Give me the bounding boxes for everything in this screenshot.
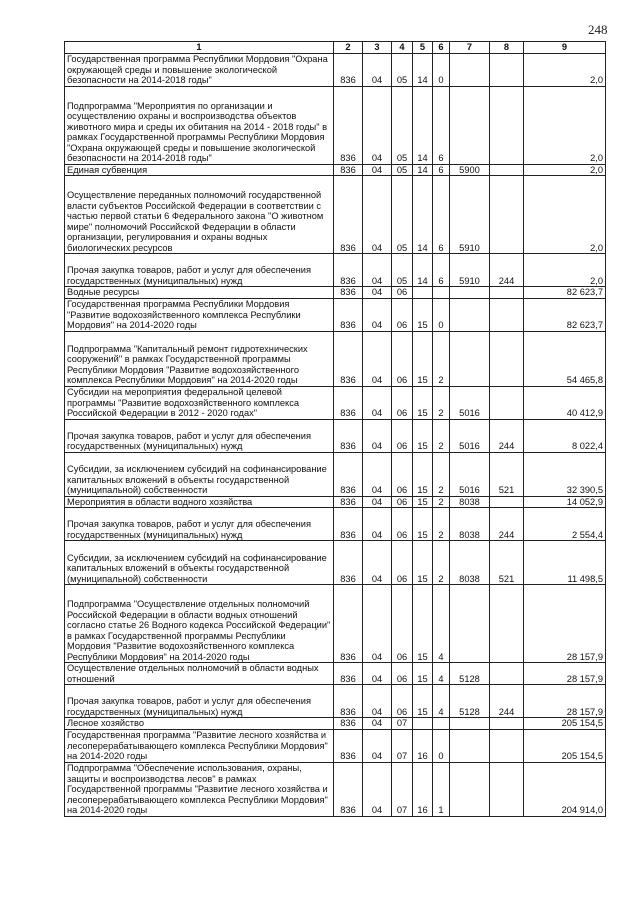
table-header-row [65, 42, 606, 54]
header-col-3: 3 [363, 42, 392, 54]
row-grbs-code: 836 [334, 164, 363, 176]
table-row [65, 86, 606, 164]
table-row [65, 663, 606, 685]
row-article-code: 5910 [450, 176, 490, 254]
row-section-code: 04 [363, 663, 392, 685]
row-subprogram-code: 0 [433, 729, 450, 762]
row-grbs-code: 836 [334, 685, 363, 718]
table-row [65, 176, 606, 254]
table-row [65, 718, 606, 730]
row-program-code: 16 [413, 762, 433, 816]
table-row [65, 419, 606, 452]
row-subsection-code: 06 [392, 386, 413, 419]
row-section-code: 04 [363, 452, 392, 496]
row-program-code: 15 [413, 663, 433, 685]
row-expense-type-code: 521 [490, 452, 524, 496]
row-program-code: 15 [413, 585, 433, 663]
row-section-code: 04 [363, 541, 392, 585]
row-section-code: 04 [363, 86, 392, 164]
row-amount: 205 154,5 [524, 729, 606, 762]
row-section-code: 04 [363, 53, 392, 86]
row-name: Субсидии, за исключением субсидий на софинансирование капитальных вложений в объекты государственной (муниципальной) собственности [65, 541, 334, 585]
row-amount: 2,0 [524, 164, 606, 176]
row-subsection-code: 06 [392, 663, 413, 685]
table-row [65, 53, 606, 86]
row-grbs-code: 836 [334, 254, 363, 287]
row-subprogram-code: 0 [433, 53, 450, 86]
row-grbs-code: 836 [334, 541, 363, 585]
row-article-code: 5900 [450, 164, 490, 176]
row-amount: 28 157,9 [524, 663, 606, 685]
row-subprogram-code: 6 [433, 176, 450, 254]
row-amount: 8 022,4 [524, 419, 606, 452]
row-grbs-code: 836 [334, 176, 363, 254]
budget-table [64, 41, 606, 817]
row-section-code: 04 [363, 496, 392, 508]
row-amount: 2,0 [524, 86, 606, 164]
header-col-8: 8 [490, 42, 524, 54]
row-program-code: 15 [413, 541, 433, 585]
row-name: Субсидии на мероприятия федеральной целевой программы "Развитие водохозяйственного комплекса Российской Федерации в 2012 - 2020 годах" [65, 386, 334, 419]
row-amount: 82 623,7 [524, 287, 606, 299]
row-subprogram-code: 0 [433, 298, 450, 331]
row-subprogram-code: 2 [433, 419, 450, 452]
page-number: 248 [588, 22, 608, 37]
row-article-code [450, 718, 490, 730]
row-amount: 40 412,9 [524, 386, 606, 419]
row-amount: 205 154,5 [524, 718, 606, 730]
row-name: Прочая закупка товаров, работ и услуг для обеспечения государственных (муниципальных) нужд [65, 508, 334, 541]
row-expense-type-code [490, 298, 524, 331]
row-program-code: 15 [413, 386, 433, 419]
row-section-code: 04 [363, 331, 392, 386]
row-expense-type-code [490, 53, 524, 86]
row-article-code: 5016 [450, 386, 490, 419]
row-subprogram-code: 1 [433, 762, 450, 816]
row-amount: 2,0 [524, 254, 606, 287]
row-program-code [413, 287, 433, 299]
row-program-code: 16 [413, 729, 433, 762]
row-subprogram-code: 6 [433, 164, 450, 176]
row-program-code: 15 [413, 298, 433, 331]
row-name: Государственная программа "Развитие лесного хозяйства и лесоперерабатывающего комплекса Республики Мордовия" на 2014-2020 годы [65, 729, 334, 762]
row-amount: 2,0 [524, 176, 606, 254]
row-expense-type-code [490, 287, 524, 299]
row-article-code [450, 86, 490, 164]
row-program-code [413, 718, 433, 730]
row-subsection-code: 06 [392, 541, 413, 585]
row-name: Прочая закупка товаров, работ и услуг для обеспечения государственных (муниципальных) нужд [65, 419, 334, 452]
header-col-6: 6 [433, 42, 450, 54]
row-program-code: 15 [413, 685, 433, 718]
row-amount: 82 623,7 [524, 298, 606, 331]
row-section-code: 04 [363, 729, 392, 762]
table-row [65, 496, 606, 508]
header-col-1: 1 [65, 42, 334, 54]
row-expense-type-code [490, 331, 524, 386]
table-row [65, 254, 606, 287]
row-subprogram-code: 4 [433, 685, 450, 718]
row-program-code: 15 [413, 452, 433, 496]
row-amount: 28 157,9 [524, 685, 606, 718]
row-expense-type-code [490, 585, 524, 663]
table-row [65, 331, 606, 386]
header-col-4: 4 [392, 42, 413, 54]
row-name: Прочая закупка товаров, работ и услуг для обеспечения государственных (муниципальных) нужд [65, 685, 334, 718]
row-name: Государственная программа Республики Мордовия "Охрана окружающей среды и повышение экологической безопасности на 2014-2018 годы" [65, 53, 334, 86]
row-name: Прочая закупка товаров, работ и услуг для обеспечения государственных (муниципальных) нужд [65, 254, 334, 287]
row-subprogram-code: 6 [433, 86, 450, 164]
row-subsection-code: 05 [392, 53, 413, 86]
row-section-code: 04 [363, 762, 392, 816]
row-section-code: 04 [363, 254, 392, 287]
row-subprogram-code: 4 [433, 663, 450, 685]
row-name: Мероприятия в области водного хозяйства [65, 496, 334, 508]
row-subprogram-code: 2 [433, 541, 450, 585]
row-amount: 2,0 [524, 53, 606, 86]
row-grbs-code: 836 [334, 729, 363, 762]
row-section-code: 04 [363, 508, 392, 541]
table-row [65, 685, 606, 718]
row-subprogram-code: 2 [433, 386, 450, 419]
row-section-code: 04 [363, 419, 392, 452]
row-expense-type-code: 244 [490, 508, 524, 541]
row-article-code [450, 729, 490, 762]
row-subsection-code: 06 [392, 508, 413, 541]
row-name: Осуществление отдельных полномочий в области водных отношений [65, 663, 334, 685]
row-amount: 11 498,5 [524, 541, 606, 585]
row-subsection-code: 07 [392, 762, 413, 816]
row-expense-type-code [490, 762, 524, 816]
row-subprogram-code: 4 [433, 585, 450, 663]
row-program-code: 15 [413, 496, 433, 508]
row-expense-type-code [490, 718, 524, 730]
row-expense-type-code [490, 729, 524, 762]
row-grbs-code: 836 [334, 287, 363, 299]
header-col-2: 2 [334, 42, 363, 54]
table-row [65, 541, 606, 585]
table-row [65, 452, 606, 496]
row-grbs-code: 836 [334, 331, 363, 386]
row-program-code: 14 [413, 254, 433, 287]
table-row [65, 287, 606, 299]
row-program-code: 15 [413, 331, 433, 386]
row-subsection-code: 07 [392, 729, 413, 762]
table-row [65, 762, 606, 816]
row-name: Водные ресурсы [65, 287, 334, 299]
row-grbs-code: 836 [334, 718, 363, 730]
row-section-code: 04 [363, 685, 392, 718]
row-subsection-code: 06 [392, 298, 413, 331]
row-expense-type-code: 521 [490, 541, 524, 585]
header-col-9: 9 [524, 42, 606, 54]
row-subsection-code: 05 [392, 86, 413, 164]
row-program-code: 14 [413, 164, 433, 176]
row-grbs-code: 836 [334, 386, 363, 419]
row-grbs-code: 836 [334, 419, 363, 452]
row-article-code [450, 298, 490, 331]
row-subsection-code: 06 [392, 419, 413, 452]
row-expense-type-code [490, 164, 524, 176]
row-grbs-code: 836 [334, 298, 363, 331]
row-subprogram-code: 6 [433, 254, 450, 287]
table-row [65, 508, 606, 541]
row-grbs-code: 836 [334, 663, 363, 685]
row-article-code [450, 331, 490, 386]
row-name: Подпрограмма "Мероприятия по организации и осуществлению охраны и воспроизводства объектов животного мира и среды их обитания на 2014 - 2018 годы" в рамках Государственной программы Республики Мордовия "Охрана окружающей среды и повышение экологической безопасности на 2014-2018 годы" [65, 86, 334, 164]
row-name: Подпрограмма "Капитальный ремонт гидротехнических сооружений" в рамках Государственной программы Республики Мордовия "Развитие водохозяйственного комплекса Республики Мордовия" на 2014-2020 годы [65, 331, 334, 386]
row-article-code: 8038 [450, 508, 490, 541]
row-name: Единая субвенция [65, 164, 334, 176]
row-subprogram-code: 2 [433, 508, 450, 541]
row-expense-type-code [490, 86, 524, 164]
row-subprogram-code: 2 [433, 331, 450, 386]
row-expense-type-code [490, 386, 524, 419]
row-article-code: 8038 [450, 496, 490, 508]
row-subsection-code: 06 [392, 496, 413, 508]
header-col-7: 7 [450, 42, 490, 54]
row-subsection-code: 07 [392, 718, 413, 730]
row-subprogram-code: 2 [433, 452, 450, 496]
row-expense-type-code: 244 [490, 685, 524, 718]
row-article-code: 8038 [450, 541, 490, 585]
row-subsection-code: 06 [392, 452, 413, 496]
row-expense-type-code [490, 176, 524, 254]
row-article-code: 5016 [450, 419, 490, 452]
row-subprogram-code [433, 287, 450, 299]
row-section-code: 04 [363, 164, 392, 176]
row-grbs-code: 836 [334, 585, 363, 663]
row-program-code: 14 [413, 176, 433, 254]
row-article-code: 5128 [450, 663, 490, 685]
row-subsection-code: 05 [392, 164, 413, 176]
row-program-code: 14 [413, 86, 433, 164]
row-amount: 204 914,0 [524, 762, 606, 816]
row-section-code: 04 [363, 287, 392, 299]
row-amount: 14 052,9 [524, 496, 606, 508]
row-name: Осуществление переданных полномочий государственной власти субъектов Российской Федерации в соответствии с частью первой статьи 6 Федерального закона "О животном мире" полномочий Российской Федерации в области организации, регулирования и охраны водных биологических ресурсов [65, 176, 334, 254]
row-amount: 32 390,5 [524, 452, 606, 496]
row-name: Государственная программа Республики Мордовия "Развитие водохозяйственного комплекса Республики Мордовия" на 2014-2020 годы [65, 298, 334, 331]
table-row [65, 386, 606, 419]
row-program-code: 15 [413, 419, 433, 452]
row-article-code: 5910 [450, 254, 490, 287]
row-amount: 2 554,4 [524, 508, 606, 541]
row-article-code [450, 53, 490, 86]
row-subprogram-code [433, 718, 450, 730]
table-row [65, 585, 606, 663]
row-subsection-code: 06 [392, 287, 413, 299]
row-subsection-code: 06 [392, 331, 413, 386]
row-expense-type-code [490, 663, 524, 685]
row-expense-type-code: 244 [490, 254, 524, 287]
table-row [65, 298, 606, 331]
row-section-code: 04 [363, 298, 392, 331]
table-row [65, 164, 606, 176]
row-grbs-code: 836 [334, 452, 363, 496]
row-grbs-code: 836 [334, 86, 363, 164]
row-name: Лесное хозяйство [65, 718, 334, 730]
row-name: Подпрограмма "Обеспечение использования, охраны, защиты и воспроизводства лесов" в рамках Государственной программы "Развитие лесного хозяйства и лесоперерабатывающего комплекса Республики Мордовия" на 2014-2020 годы [65, 762, 334, 816]
row-expense-type-code: 244 [490, 419, 524, 452]
row-name: Подпрограмма "Осуществление отдельных полномочий Российской Федерации в области водных отношений согласно статье 26 Водного кодекса Российской Федерации" в рамках Государственной программы Республики Мордовия "Развитие водохозяйственного комплекса Республики Мордовия" на 2014-2020 годы [65, 585, 334, 663]
row-article-code: 5128 [450, 685, 490, 718]
row-expense-type-code [490, 496, 524, 508]
row-name: Субсидии, за исключением субсидий на софинансирование капитальных вложений в объекты государственной (муниципальной) собственности [65, 452, 334, 496]
row-subsection-code: 06 [392, 585, 413, 663]
row-article-code [450, 762, 490, 816]
row-grbs-code: 836 [334, 496, 363, 508]
row-program-code: 15 [413, 508, 433, 541]
row-section-code: 04 [363, 176, 392, 254]
header-col-5: 5 [413, 42, 433, 54]
row-article-code: 5016 [450, 452, 490, 496]
row-section-code: 04 [363, 585, 392, 663]
row-subsection-code: 06 [392, 685, 413, 718]
row-section-code: 04 [363, 386, 392, 419]
row-amount: 28 157,9 [524, 585, 606, 663]
row-subprogram-code: 2 [433, 496, 450, 508]
row-subsection-code: 05 [392, 254, 413, 287]
row-article-code [450, 287, 490, 299]
row-program-code: 14 [413, 53, 433, 86]
row-article-code [450, 585, 490, 663]
row-grbs-code: 836 [334, 53, 363, 86]
row-grbs-code: 836 [334, 508, 363, 541]
row-amount: 54 465,8 [524, 331, 606, 386]
row-section-code: 04 [363, 718, 392, 730]
table-row [65, 729, 606, 762]
row-grbs-code: 836 [334, 762, 363, 816]
row-subsection-code: 05 [392, 176, 413, 254]
